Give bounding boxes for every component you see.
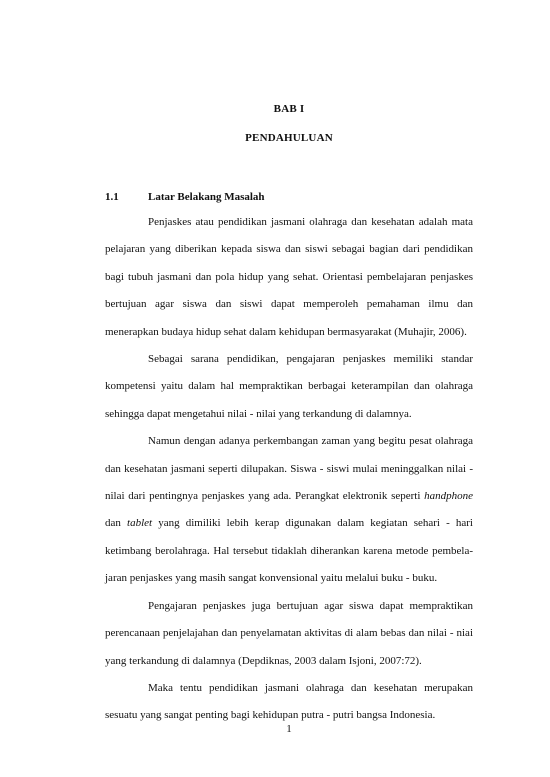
paragraph-3-text-b: dan [105,517,128,530]
body-text [105,209,473,730]
chapter-number: BAB I [273,103,305,115]
paragraph-5: Maka tentu pendidikan jasmani olahraga dan kesehatan merupakan sesuatu yang sangat penting bagi kehidupan putra - putri bangsa Indonesia. [105,681,473,722]
page-number: 1 [286,723,292,735]
section-number: 1.1 [105,191,119,203]
term-handphone: handphone [424,490,473,503]
term-tablet: tablet [127,517,153,530]
paragraph-2: Sebagai sarana pendidikan, pengajaran penjaskes memiliki standar kompetensi yaitu dalam hal mempraktikan berbagai keterampilan dan olahraga sehingga dapat mengetahui nilai - nilai yang terkandung di dalamnya. [105,353,473,420]
section-heading [105,191,265,203]
paragraph-1: Penjaskes atau pendidikan jasmani olahraga dan kesehatan adalah mata pelajaran yang diberikan kepada siswa dan siswi sebagai bagian dari pendidikan bagi tubuh jasmani dan pola hidup yang sehat. Orientasi pembelajaran penjaskes bertujuan agar siswa dan siswi dapat memperoleh pemahaman ilmu dan menerapkan budaya hidup sehat dalam kehidupan bermasyarakat (Muhajir, 2006). [105,216,473,338]
paragraph-3 [105,428,473,592]
paragraph-3-text-a: Namun dengan adanya perkembangan zaman yang begitu pesat olahraga dan kesehatan jasmani seperti dilupakan. Siswa - siswi mulai meninggalkan nilai - nilai dari pentingnya penjaskes yang ada. Perangkat elektronik seperti [105,435,473,503]
paragraph-4: Pengajaran penjaskes juga bertujuan agar siswa dapat mempraktikan perencanaan penjelajahan dan penyelamatan aktivitas di alam bebas dan nilai - niai yang terkandung di dalamnya (Depdiknas, 2003 dalam Isjoni, 2007:72). [105,599,473,667]
section-title: Latar Belakang Masalah [148,191,265,203]
chapter-title: PENDAHULUAN [245,132,333,144]
paragraph-3-text-c: yang dimiliki lebih kerap digunakan dalam kegiatan sehari - hari ketimbang berolahraga. Hal tersebut tidaklah diherankan karena metode pembela-jaran penjaskes yang masih sangat konvensional yaitu melalui buku - buku. [105,517,473,585]
